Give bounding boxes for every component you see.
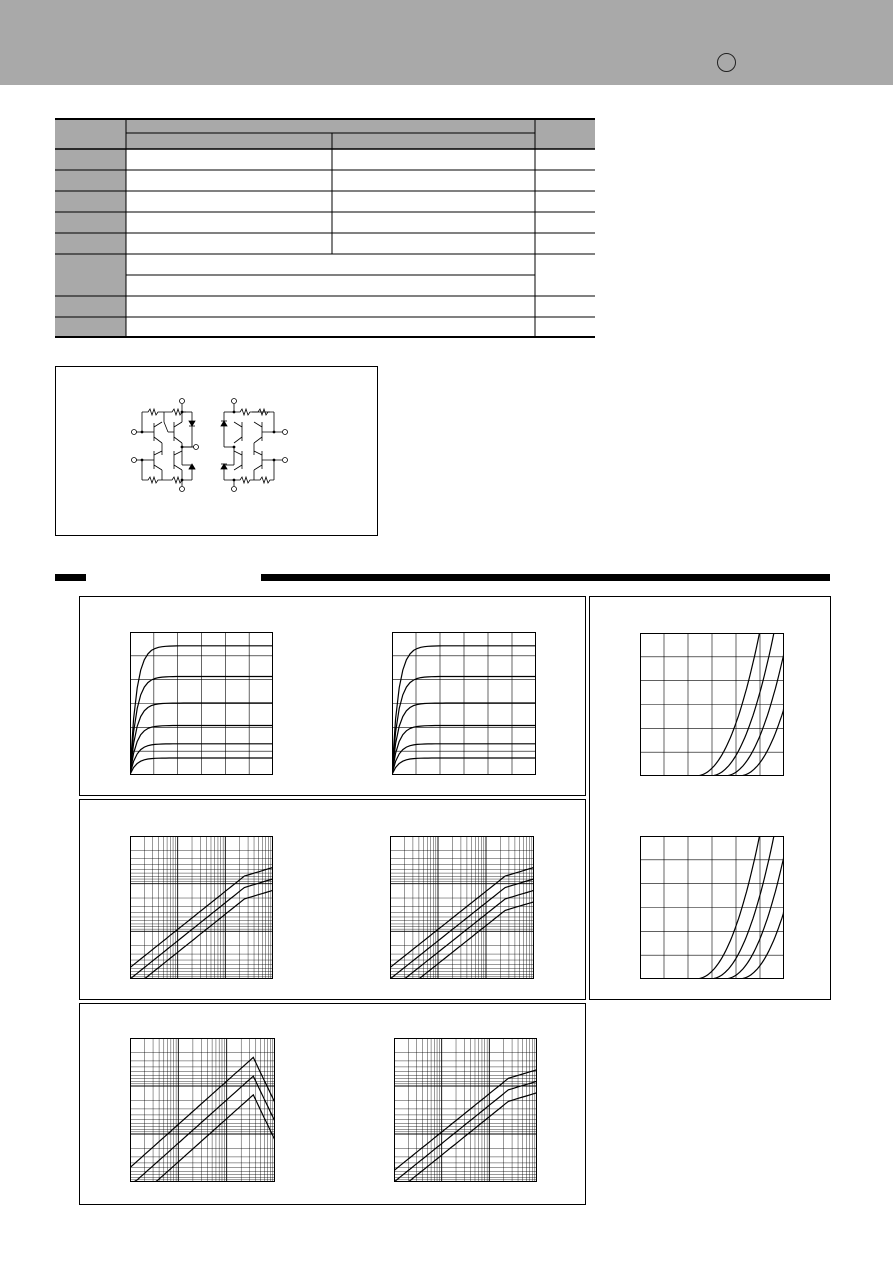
chart-series-line [130, 890, 273, 979]
chart-series-line [390, 902, 534, 979]
equivalent-circuit-box [55, 366, 378, 536]
chart-2 [392, 632, 536, 775]
chart-series-line [394, 1081, 537, 1182]
chart-6 [640, 836, 784, 979]
chart-frame [131, 837, 273, 979]
chart-grid [130, 1038, 275, 1182]
chart-grid [390, 836, 534, 979]
chart-frame [131, 1039, 275, 1182]
chart-grid [130, 836, 273, 979]
spec-table-label-column [55, 149, 126, 338]
chart-4 [130, 836, 273, 979]
chart-1 [130, 632, 273, 775]
circuit-block-bottom-right [221, 451, 288, 492]
chart-series-line [394, 1093, 537, 1182]
spec-table-header-cell-right [535, 118, 595, 149]
chart-series-line [390, 868, 534, 968]
chart-series-line [130, 1076, 275, 1182]
section-divider-left [55, 574, 86, 581]
chart-series-line [394, 1070, 537, 1171]
chart-3 [640, 633, 784, 776]
circuit-junction-dots [141, 411, 276, 482]
spec-table-header-cell-left [55, 118, 126, 149]
chart-series-line [130, 879, 273, 979]
spec-table-lines [55, 118, 595, 338]
header-band [0, 0, 893, 85]
chart-8 [394, 1038, 537, 1182]
circuit-block-bottom-left [132, 451, 196, 492]
chart-series-line [130, 1057, 275, 1167]
chart-series-line [390, 890, 534, 979]
chart-frame [391, 837, 534, 979]
chart-series-line [130, 1095, 275, 1182]
chart-series-line [390, 879, 534, 979]
chart-series-line [130, 868, 273, 968]
header-marker-circle [717, 53, 736, 72]
chart-frame [395, 1039, 537, 1182]
spec-table [55, 118, 595, 338]
chart-7 [130, 1038, 275, 1182]
chart-grid [394, 1038, 537, 1182]
chart-5 [390, 836, 534, 979]
chart-grid [640, 633, 784, 776]
chart-grid [640, 836, 784, 979]
circuit-block-top-right [221, 399, 288, 466]
equivalent-circuit-diagram [56, 367, 379, 537]
section-divider-right [261, 574, 830, 581]
